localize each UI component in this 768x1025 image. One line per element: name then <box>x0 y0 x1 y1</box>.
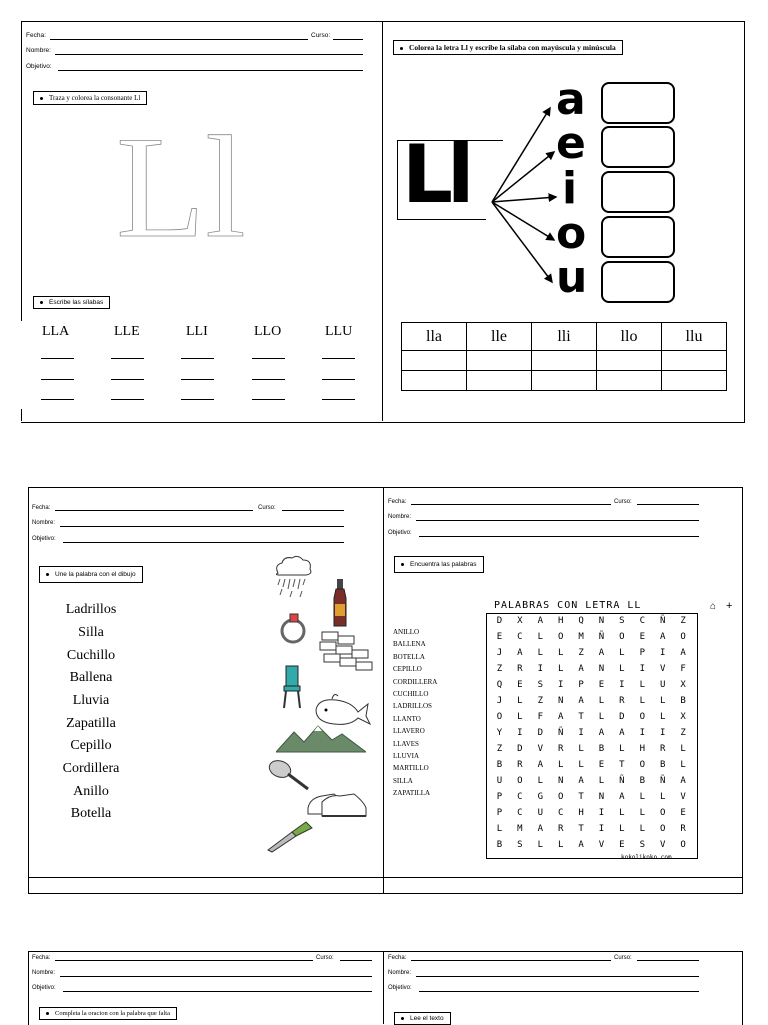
grid-letter[interactable]: L <box>659 792 666 802</box>
word-list-item: LLAVERO <box>393 727 425 736</box>
grid-letter[interactable]: A <box>578 776 584 786</box>
grid-letter[interactable]: P <box>578 680 584 690</box>
grid-letter[interactable]: L <box>557 648 564 658</box>
letter-ll-bold: Ll <box>402 128 469 221</box>
grid-letter[interactable]: A <box>537 760 543 770</box>
word-list-item: SILLA <box>393 776 413 785</box>
grid-letter[interactable]: A <box>537 824 543 834</box>
match-word[interactable]: Ladrillos <box>65 602 117 617</box>
syllable-blank[interactable] <box>41 379 74 380</box>
grid-letter[interactable]: L <box>598 712 605 722</box>
page-2-divider <box>383 487 384 893</box>
syllable-lle: LLE <box>114 324 140 339</box>
objetivo-label: Objetivo: <box>32 536 56 542</box>
grid-letter[interactable]: L <box>557 760 564 770</box>
grid-letter[interactable]: X <box>680 680 686 690</box>
grid-letter[interactable]: A <box>537 616 543 626</box>
nombre-label: Nombre: <box>388 970 412 976</box>
grid-letter[interactable]: N <box>557 776 564 786</box>
syllable-blank[interactable] <box>252 379 285 380</box>
grid-letter[interactable]: Z <box>680 728 686 738</box>
curso-label: Curso: <box>614 955 632 961</box>
grid-letter[interactable]: L <box>537 840 543 850</box>
grid-letter[interactable]: L <box>639 792 645 802</box>
grid-letter[interactable]: D <box>496 616 503 626</box>
grid-letter[interactable]: L <box>619 664 625 674</box>
grid-letter[interactable]: A <box>578 696 584 706</box>
grid-letter[interactable]: J <box>496 696 503 706</box>
grid-letter[interactable]: V <box>537 744 543 754</box>
grid-letter[interactable]: A <box>578 664 584 674</box>
page-1-divider <box>382 21 383 421</box>
grid-letter[interactable]: I <box>557 680 564 690</box>
grid-letter[interactable]: A <box>680 648 686 658</box>
grid-letter[interactable]: I <box>517 728 523 738</box>
syllable-blank[interactable] <box>322 379 355 380</box>
grid-letter[interactable]: L <box>537 632 543 642</box>
grid-letter[interactable]: M <box>578 632 584 642</box>
grid-letter[interactable]: C <box>517 808 523 818</box>
grid-letter[interactable]: T <box>619 760 625 770</box>
grid-letter[interactable]: L <box>680 760 686 770</box>
objetivo-line[interactable] <box>58 70 363 71</box>
syllable-cell[interactable] <box>597 371 662 391</box>
grid-letter[interactable]: N <box>598 664 605 674</box>
grid-letter[interactable]: O <box>659 808 666 818</box>
grid-letter[interactable]: Y <box>496 728 503 738</box>
grid-letter[interactable]: O <box>639 712 645 722</box>
page-3-divider <box>383 951 384 1024</box>
grid-letter[interactable]: F <box>537 712 543 722</box>
outlined-letter-ll[interactable] <box>110 120 270 245</box>
mountain-range-icon[interactable] <box>276 722 366 754</box>
grid-letter[interactable]: Z <box>537 696 543 706</box>
objetivo-label: Objetivo: <box>32 985 56 991</box>
grid-letter[interactable]: T <box>578 792 584 802</box>
syllable-blank[interactable] <box>252 358 285 359</box>
word-search-grid[interactable] <box>486 613 698 859</box>
outlined-letter-text: Ll <box>116 120 246 245</box>
syllable-header: lle <box>467 323 532 351</box>
rain-cloud-icon[interactable] <box>270 553 316 599</box>
objetivo-line[interactable] <box>419 536 699 537</box>
syllable-blank[interactable] <box>322 399 355 400</box>
objetivo-label: Objetivo: <box>26 63 52 70</box>
vowel-u: u <box>556 252 588 303</box>
vowel-a: a <box>556 74 586 125</box>
grid-letter[interactable]: R <box>517 760 523 770</box>
word-list-item: LADRILLOS <box>393 702 432 711</box>
grid-letter[interactable]: H <box>639 744 645 754</box>
grid-letter[interactable]: R <box>619 696 625 706</box>
grid-letter[interactable]: Ñ <box>659 776 666 786</box>
syllable-blank[interactable] <box>111 399 144 400</box>
grid-letter[interactable]: V <box>659 840 666 850</box>
match-word[interactable]: Zapatilla <box>66 716 116 731</box>
vowel-e: e <box>556 118 586 169</box>
grid-letter[interactable]: E <box>598 760 605 770</box>
grid-letter[interactable]: I <box>639 728 645 738</box>
nombre-line[interactable] <box>60 526 344 527</box>
grid-letter[interactable]: L <box>578 760 584 770</box>
plus-icon[interactable]: + <box>726 600 733 612</box>
grid-letter[interactable]: C <box>517 632 523 642</box>
grid-letter[interactable]: L <box>619 648 625 658</box>
curso-line[interactable] <box>333 39 363 40</box>
grid-letter[interactable]: A <box>598 648 605 658</box>
grid-letter[interactable]: B <box>659 760 666 770</box>
syllable-cell[interactable] <box>662 351 727 371</box>
grid-letter[interactable]: D <box>537 728 543 738</box>
grid-letter[interactable]: O <box>659 824 666 834</box>
grid-letter[interactable]: A <box>680 776 686 786</box>
nombre-line[interactable] <box>60 976 372 977</box>
grid-letter[interactable]: Z <box>496 664 503 674</box>
syllable-blank[interactable] <box>111 379 144 380</box>
nombre-line[interactable] <box>416 520 699 521</box>
answer-box-i[interactable] <box>601 171 675 213</box>
grid-letter[interactable]: E <box>680 808 686 818</box>
nombre-label: Nombre: <box>26 47 51 54</box>
grid-letter[interactable]: C <box>517 792 523 802</box>
grid-letter[interactable]: I <box>639 664 645 674</box>
grid-letter[interactable]: L <box>537 648 543 658</box>
grid-letter[interactable]: T <box>578 712 584 722</box>
syllable-cell[interactable] <box>467 351 532 371</box>
grid-letter[interactable]: Ñ <box>598 632 605 642</box>
syllable-cell[interactable] <box>467 371 532 391</box>
nombre-label: Nombre: <box>32 970 56 976</box>
fecha-line[interactable] <box>411 504 611 505</box>
match-word[interactable]: Ballena <box>69 670 113 685</box>
answer-box-o[interactable] <box>601 216 675 258</box>
grid-letter[interactable]: V <box>659 664 666 674</box>
nombre-line[interactable] <box>55 54 363 55</box>
grid-letter[interactable]: L <box>619 808 625 818</box>
grid-letter[interactable]: A <box>517 648 523 658</box>
match-word[interactable]: Cordillera <box>62 761 120 776</box>
grid-letter[interactable]: Ñ <box>557 728 564 738</box>
curso-label: Curso: <box>316 955 334 961</box>
grid-letter[interactable]: O <box>557 632 564 642</box>
grid-letter[interactable]: N <box>598 616 605 626</box>
fecha-line[interactable] <box>55 510 253 511</box>
word-list-item: MARTILLO <box>393 764 429 773</box>
syllable-blank[interactable] <box>41 399 74 400</box>
fecha-label: Fecha: <box>32 505 51 511</box>
word-search-title: PALABRAS CON LETRA LL <box>494 600 642 611</box>
grid-letter[interactable]: L <box>517 696 523 706</box>
chair-icon[interactable] <box>280 664 304 710</box>
syllable-cell[interactable] <box>402 371 467 391</box>
sneakers-icon[interactable] <box>304 780 368 824</box>
syllable-cell[interactable] <box>662 371 727 391</box>
grid-letter[interactable]: P <box>496 808 503 818</box>
grid-letter[interactable]: U <box>537 808 543 818</box>
vowel-o: o <box>556 208 587 259</box>
nombre-label: Nombre: <box>32 520 56 526</box>
grid-letter[interactable]: O <box>619 632 625 642</box>
grid-letter[interactable]: F <box>680 664 686 674</box>
grid-letter[interactable]: H <box>578 808 584 818</box>
grid-letter[interactable]: T <box>578 824 584 834</box>
grid-letter[interactable]: Z <box>680 616 686 626</box>
curso-line[interactable] <box>282 510 344 511</box>
fecha-line[interactable] <box>411 960 611 961</box>
grid-letter[interactable]: D <box>517 744 523 754</box>
word-list-item: ZAPATILLA <box>393 789 431 798</box>
grid-letter[interactable]: L <box>659 712 666 722</box>
grid-letter[interactable]: L <box>496 824 503 834</box>
grid-letter[interactable]: L <box>578 744 584 754</box>
instruction-find-words: Encuentra las palabras <box>394 556 484 573</box>
page-1-left-border-tick <box>21 409 22 421</box>
grid-letter[interactable]: L <box>557 840 564 850</box>
syllable-blank[interactable] <box>322 358 355 359</box>
grid-letter[interactable]: L <box>639 824 645 834</box>
grid-letter[interactable]: L <box>680 744 686 754</box>
bottle-icon[interactable] <box>330 578 350 628</box>
grid-letter[interactable]: Q <box>496 680 503 690</box>
page-1-left-border <box>21 21 22 321</box>
grid-letter[interactable]: N <box>598 792 605 802</box>
grid-letter[interactable]: A <box>578 840 584 850</box>
grid-letter[interactable]: O <box>680 840 686 850</box>
grid-letter[interactable]: O <box>517 776 523 786</box>
fecha-line[interactable] <box>50 39 308 40</box>
syllable-llu: LLU <box>325 324 353 339</box>
grid-letter[interactable]: Z <box>578 648 584 658</box>
grid-letter[interactable]: Z <box>496 744 503 754</box>
match-word[interactable]: Botella <box>70 806 112 821</box>
grid-letter[interactable]: G <box>537 792 543 802</box>
syllable-blank[interactable] <box>181 399 214 400</box>
curso-line[interactable] <box>637 960 699 961</box>
curso-label: Curso: <box>258 505 276 511</box>
instruction-trace: Traza y colorea la consonante Ll <box>33 91 147 105</box>
syllable-cell[interactable] <box>532 371 597 391</box>
grid-letter[interactable]: A <box>619 728 625 738</box>
grid-letter[interactable]: V <box>598 840 605 850</box>
grid-letter[interactable]: O <box>557 792 564 802</box>
word-list-item: CEPILLO <box>393 665 422 674</box>
instruction-color-letter: Colorea la letra Ll y escribe la sílaba con mayúscula y minúscula <box>393 40 623 55</box>
syllable-header: lla <box>402 323 467 351</box>
grid-letter[interactable]: A <box>659 632 666 642</box>
letter-ll-box[interactable] <box>397 128 486 221</box>
grid-letter[interactable]: I <box>659 728 666 738</box>
curso-line[interactable] <box>340 960 372 961</box>
nombre-label: Nombre: <box>388 514 412 520</box>
grid-letter[interactable]: L <box>537 776 543 786</box>
nombre-line[interactable] <box>416 976 699 977</box>
syllable-header: llu <box>662 323 727 351</box>
instruction-complete-sentence: Completa la oracion con la palabra que falta <box>39 1007 177 1020</box>
fecha-label: Fecha: <box>32 955 51 961</box>
fecha-label: Fecha: <box>388 499 407 505</box>
grid-letter[interactable]: S <box>619 616 625 626</box>
grid-letter[interactable]: H <box>557 616 564 626</box>
word-list-item: BOTELLA <box>393 652 425 661</box>
syllable-blank[interactable] <box>41 358 74 359</box>
syllable-blank[interactable] <box>181 379 214 380</box>
home-icon[interactable]: ⌂ <box>710 601 717 612</box>
objetivo-line[interactable] <box>419 991 699 992</box>
grid-letter[interactable]: R <box>557 824 564 834</box>
grid-letter[interactable]: E <box>598 680 605 690</box>
vowel-i: i <box>562 163 578 214</box>
grid-letter[interactable]: B <box>680 696 686 706</box>
word-list-item: LLUVIA <box>393 752 420 760</box>
instruction-read-text: Lee el texto <box>394 1012 451 1025</box>
grid-letter[interactable]: L <box>598 696 605 706</box>
grid-letter[interactable]: I <box>537 664 543 674</box>
grid-letter[interactable]: L <box>619 744 625 754</box>
grid-letter[interactable]: R <box>659 744 666 754</box>
syllable-blank[interactable] <box>181 358 214 359</box>
grid-letter[interactable]: O <box>639 760 645 770</box>
fecha-label: Fecha: <box>26 32 46 39</box>
grid-letter[interactable]: R <box>680 824 686 834</box>
objetivo-label: Objetivo: <box>388 985 412 991</box>
grid-letter[interactable]: E <box>517 680 523 690</box>
grid-letter[interactable]: C <box>557 808 564 818</box>
knife-icon[interactable] <box>266 820 314 854</box>
syllable-header: lli <box>532 323 597 351</box>
ring-icon[interactable] <box>276 610 312 646</box>
grid-letter[interactable]: S <box>639 840 645 850</box>
credit-text: kokolikoko.com <box>621 854 672 861</box>
grid-letter[interactable]: L <box>557 664 564 674</box>
word-list-item: CUCHILLO <box>393 690 429 698</box>
grid-letter[interactable]: N <box>557 696 564 706</box>
grid-letter[interactable]: X <box>517 616 523 626</box>
grid-letter[interactable]: V <box>680 792 686 802</box>
word-list-item: LLANTO <box>393 714 421 723</box>
answer-box-a[interactable] <box>601 82 675 124</box>
grid-letter[interactable]: A <box>557 712 564 722</box>
grid-letter[interactable]: P <box>639 648 645 658</box>
grid-letter[interactable]: B <box>496 760 503 770</box>
grid-letter[interactable]: O <box>680 632 686 642</box>
grid-letter[interactable]: B <box>598 744 605 754</box>
grid-letter[interactable]: L <box>659 696 666 706</box>
answer-box-u[interactable] <box>601 261 675 303</box>
instruction-match: Une la palabra con el dibujo <box>39 566 143 583</box>
match-word[interactable]: Silla <box>78 625 104 640</box>
grid-letter[interactable]: A <box>619 792 625 802</box>
grid-letter[interactable]: D <box>619 712 625 722</box>
grid-letter[interactable]: I <box>598 824 605 834</box>
grid-letter[interactable]: I <box>659 648 666 658</box>
grid-letter[interactable]: S <box>517 840 523 850</box>
grid-letter[interactable]: Q <box>578 616 584 626</box>
grid-letter[interactable]: C <box>639 616 645 626</box>
grid-letter[interactable]: B <box>496 840 503 850</box>
grid-letter[interactable]: R <box>557 744 564 754</box>
grid-letter[interactable]: X <box>680 712 686 722</box>
syllable-blank[interactable] <box>111 358 144 359</box>
fecha-label: Fecha: <box>388 955 407 961</box>
grid-letter[interactable]: Ñ <box>659 616 666 626</box>
grid-letter[interactable]: Ñ <box>619 776 625 786</box>
grid-letter[interactable]: P <box>496 792 503 802</box>
match-word[interactable]: Lluvia <box>72 693 110 708</box>
grid-letter[interactable]: L <box>598 776 605 786</box>
syllable-lli: LLI <box>186 324 208 339</box>
grid-letter[interactable]: L <box>639 680 645 690</box>
syllable-lla: LLA <box>42 324 70 339</box>
grid-letter[interactable]: I <box>598 808 605 818</box>
grid-letter[interactable]: J <box>496 648 503 658</box>
curso-line[interactable] <box>637 504 699 505</box>
grid-letter[interactable]: U <box>659 680 666 690</box>
grid-letter[interactable]: U <box>496 776 503 786</box>
match-word[interactable]: Anillo <box>73 784 109 799</box>
grid-letter[interactable]: I <box>619 680 625 690</box>
grid-letter[interactable]: L <box>517 712 523 722</box>
objetivo-line[interactable] <box>63 542 344 543</box>
syllable-cell[interactable] <box>597 351 662 371</box>
answer-box-e[interactable] <box>601 126 675 168</box>
bricks-icon[interactable] <box>318 630 374 674</box>
word-list-item: ANILLO <box>393 628 420 636</box>
word-list-item: BALLENA <box>393 640 426 649</box>
objetivo-line[interactable] <box>63 991 372 992</box>
syllable-llo: LLO <box>254 324 282 339</box>
grid-letter[interactable]: L <box>639 808 645 818</box>
match-word[interactable]: Cuchillo <box>66 648 116 663</box>
syllable-cell[interactable] <box>532 351 597 371</box>
syllable-blank[interactable] <box>252 399 285 400</box>
grid-letter[interactable]: O <box>496 712 503 722</box>
grid-letter[interactable]: A <box>598 728 605 738</box>
syllable-table <box>401 322 727 391</box>
match-word[interactable]: Cepillo <box>70 738 112 753</box>
grid-letter[interactable]: R <box>517 664 523 674</box>
grid-letter[interactable]: B <box>639 776 645 786</box>
objetivo-label: Objetivo: <box>388 530 412 536</box>
instruction-write-syllables: Escribe las sílabas <box>33 296 110 309</box>
grid-letter[interactable]: S <box>537 680 543 690</box>
syllable-cell[interactable] <box>402 351 467 371</box>
grid-letter[interactable]: E <box>639 632 645 642</box>
curso-label: Curso: <box>614 499 632 505</box>
grid-letter[interactable]: M <box>517 824 523 834</box>
word-list-item: CORDILLERA <box>393 677 438 686</box>
grid-letter[interactable]: I <box>578 728 584 738</box>
curso-label: Curso: <box>311 32 331 39</box>
syllable-header: llo <box>597 323 662 351</box>
grid-letter[interactable]: L <box>619 824 625 834</box>
word-list-item: LLAVES <box>393 739 419 748</box>
grid-letter[interactable]: E <box>496 632 503 642</box>
grid-letter[interactable]: E <box>619 840 625 850</box>
grid-letter[interactable]: L <box>639 696 645 706</box>
page-2-bottom-strip <box>28 877 742 878</box>
fecha-line[interactable] <box>55 960 313 961</box>
